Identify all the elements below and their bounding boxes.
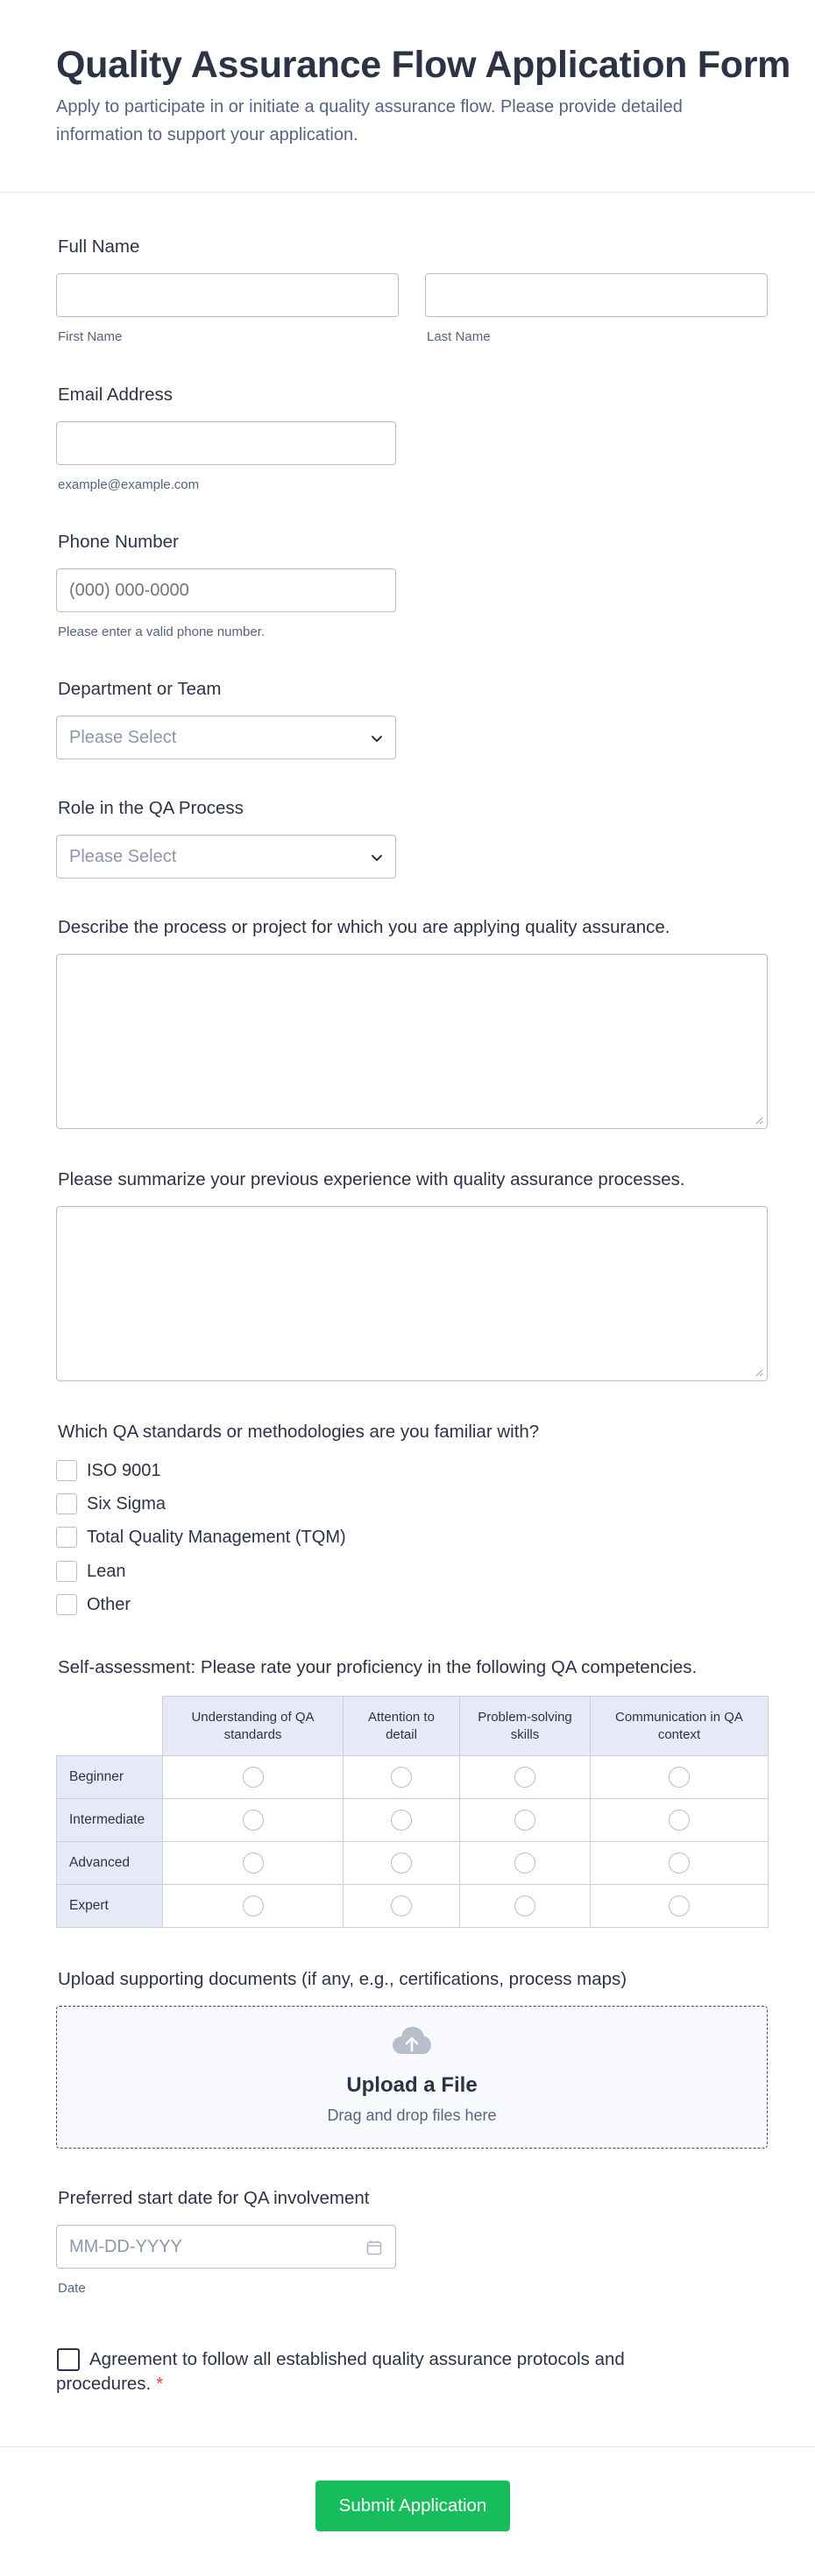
role-label: Role in the QA Process [58, 798, 244, 818]
phone-sublabel: Please enter a valid phone number. [58, 625, 265, 639]
phone-label: Phone Number [58, 532, 179, 552]
submit-button[interactable]: Submit Application [315, 2481, 510, 2531]
matrix-column-header: Attention to detail [344, 1697, 460, 1756]
first-name-sublabel: First Name [58, 329, 123, 344]
radio-button[interactable] [669, 1767, 690, 1788]
first-name-input[interactable] [56, 273, 399, 317]
standards-option[interactable] [56, 1593, 131, 1616]
checkbox[interactable] [56, 1594, 77, 1615]
checkbox-label: Total Quality Management (TQM) [87, 1527, 346, 1547]
matrix-row-label: Beginner [57, 1756, 163, 1799]
standards-label: Which QA standards or methodologies are you familiar with? [58, 1422, 540, 1442]
email-label: Email Address [58, 385, 174, 405]
standards-option[interactable] [56, 1459, 161, 1482]
form-title: Quality Assurance Flow Application Form [56, 44, 791, 86]
department-select[interactable] [56, 716, 396, 759]
upload-title: Upload a File [346, 2073, 478, 2097]
chevron-down-icon [371, 732, 383, 745]
experience-textarea[interactable] [56, 1206, 768, 1381]
matrix-row [57, 1842, 769, 1885]
self-assessment-label: Self-assessment: Please rate your proficiency in the following QA competencies. [58, 1657, 698, 1677]
calendar-icon[interactable] [365, 2239, 383, 2256]
matrix-row [57, 1885, 769, 1928]
checkbox-label: ISO 9001 [87, 1460, 161, 1480]
matrix-column-header: Understanding of QA standards [163, 1697, 344, 1756]
radio-button[interactable] [391, 1767, 412, 1788]
department-select-value: Please Select [69, 728, 177, 747]
chevron-down-icon [371, 851, 383, 864]
agreement-text: Agreement to follow all established quality assurance protocols and procedures. [56, 2349, 625, 2394]
last-name-input[interactable] [425, 273, 768, 317]
matrix-row [57, 1799, 769, 1842]
radio-button[interactable] [514, 1853, 535, 1874]
self-assessment-matrix [56, 1696, 769, 1928]
process-description-textarea[interactable] [56, 954, 768, 1129]
radio-button[interactable] [243, 1767, 264, 1788]
radio-button[interactable] [243, 1895, 264, 1916]
start-date-sublabel: Date [58, 2281, 86, 2296]
radio-button[interactable] [243, 1853, 264, 1874]
phone-input[interactable] [56, 568, 396, 612]
required-asterisk: * [156, 2374, 164, 2394]
process-description-label: Describe the process or project for which you are applying quality assurance. [58, 917, 670, 937]
upload-label: Upload supporting documents (if any, e.g., certifications, process maps) [58, 1969, 627, 1989]
role-select-value: Please Select [69, 847, 177, 866]
radio-button[interactable] [514, 1810, 535, 1831]
form-header [0, 0, 815, 193]
radio-button[interactable] [669, 1895, 690, 1916]
department-label: Department or Team [58, 679, 222, 699]
matrix-corner [57, 1697, 163, 1756]
experience-label: Please summarize your previous experience with quality assurance processes. [58, 1169, 685, 1189]
checkbox-label: Other [87, 1594, 131, 1614]
checkbox-label: Six Sigma [87, 1493, 167, 1514]
role-select[interactable] [56, 835, 396, 879]
full-name-label: Full Name [58, 236, 140, 257]
standards-option[interactable] [56, 1560, 126, 1583]
radio-button[interactable] [391, 1810, 412, 1831]
matrix-column-header: Problem-solving skills [460, 1697, 591, 1756]
start-date-input[interactable] [56, 2225, 396, 2269]
matrix-row-label: Intermediate [57, 1799, 163, 1842]
matrix-row-label: Advanced [57, 1842, 163, 1885]
resize-grip-icon[interactable] [755, 1368, 763, 1377]
last-name-sublabel: Last Name [427, 329, 491, 344]
resize-grip-icon[interactable] [755, 1116, 763, 1125]
radio-button[interactable] [669, 1810, 690, 1831]
standards-option[interactable] [56, 1526, 346, 1549]
radio-button[interactable] [243, 1810, 264, 1831]
standards-option[interactable] [56, 1493, 166, 1515]
checkbox[interactable] [56, 1527, 77, 1548]
start-date-label: Preferred start date for QA involvement [58, 2188, 370, 2208]
radio-button[interactable] [391, 1853, 412, 1874]
upload-subtitle: Drag and drop files here [327, 2107, 497, 2124]
footer-divider [0, 2446, 815, 2447]
checkbox[interactable] [56, 1460, 77, 1481]
cloud-upload-icon [391, 2024, 433, 2057]
checkbox[interactable] [56, 1493, 77, 1514]
checkbox[interactable] [56, 1561, 77, 1582]
email-sublabel: example@example.com [58, 477, 200, 492]
agreement-label [56, 2347, 687, 2396]
start-date-placeholder: MM-DD-YYYY [69, 2237, 182, 2256]
file-upload-dropzone[interactable] [56, 2006, 768, 2149]
radio-button[interactable] [514, 1895, 535, 1916]
email-input[interactable] [56, 421, 396, 465]
matrix-row-label: Expert [57, 1885, 163, 1928]
radio-button[interactable] [669, 1853, 690, 1874]
checkbox-label: Lean [87, 1561, 126, 1581]
radio-button[interactable] [391, 1895, 412, 1916]
form-subtitle: Apply to participate in or initiate a quality assurance flow. Please provide detailed information to support your application. [56, 97, 683, 145]
radio-button[interactable] [514, 1767, 535, 1788]
matrix-row [57, 1756, 769, 1799]
matrix-column-header: Communication in QA context [591, 1697, 769, 1756]
